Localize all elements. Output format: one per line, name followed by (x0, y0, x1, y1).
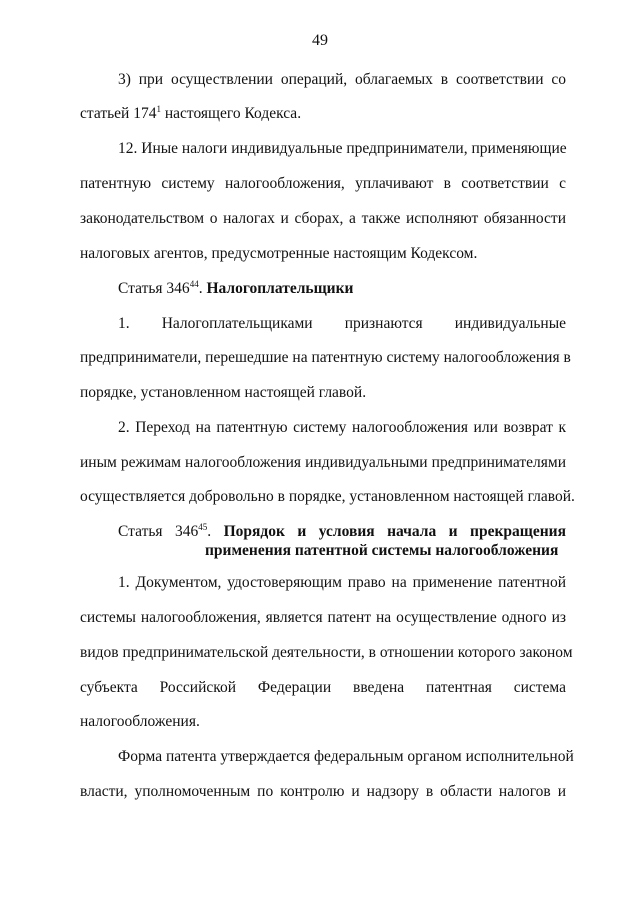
article45-title-line1: Порядок и условия начала и прекращения (223, 523, 566, 540)
article44-sup: 44 (189, 278, 199, 289)
item3-line2-post: настоящего Кодекса. (160, 105, 302, 122)
article45-dot: . (207, 523, 224, 540)
para12-line3: законодательством о налогах и сборах, а также исполняют обязанности (80, 210, 566, 227)
para12-line1: 12. Иные налоги индивидуальные предприниматели, применяющие (118, 140, 567, 157)
article44-heading (118, 279, 566, 299)
page-number: 49 (312, 32, 328, 49)
article45-title-line2: применения патентной системы налогообложения (205, 542, 559, 559)
form-para-line1: Форма патента утверждается федеральным органом исполнительной (118, 748, 574, 765)
form-para-line2: власти, уполномоченным по контролю и надзору в области налогов и (80, 783, 566, 800)
item3-line2-sup: 1 (156, 103, 161, 114)
item3-line1: 3) при осуществлении операций, облагаемых в соответствии со (118, 71, 566, 88)
article44-title: Налогоплательщики (206, 280, 354, 297)
a45p1-line4: субъекта Российской Федерации введена патентная система (80, 679, 566, 696)
a44p1-line2: предприниматели, перешедшие на патентную систему налогообложения в (80, 349, 571, 366)
article44-dot: . (198, 280, 207, 297)
item3-line2-pre: статьей 174 (80, 105, 157, 122)
a45p1-line2: системы налогообложения, является патент на осуществление одного из (80, 609, 566, 626)
a44p2-line1: 2. Переход на патентную систему налогообложения или возврат к (118, 419, 566, 436)
item3-line2 (80, 104, 566, 124)
article45-prefix: Статья 346 (118, 523, 199, 540)
a44p2-line3: осуществляется добровольно в порядке, установленном настоящей главой. (80, 488, 575, 505)
article44-prefix: Статья 346 (118, 280, 190, 297)
a45p1-line5: налогообложения. (80, 713, 200, 730)
para12-line2: патентную систему налогообложения, уплачивают в соответствии с (80, 175, 566, 192)
article45-heading (118, 522, 566, 542)
a44p1-line3: порядке, установленном настоящей главой. (80, 384, 367, 401)
a44p2-line2: иным режимам налогообложения индивидуальными предпринимателями (80, 454, 566, 471)
para12-line4: налоговых агентов, предусмотренные настоящим Кодексом. (80, 245, 478, 262)
article45-sup: 45 (198, 521, 208, 532)
a44p1-line1: 1. Налогоплательщиками признаются индивидуальные (118, 315, 566, 332)
a45p1-line1: 1. Документом, удостоверяющим право на применение патентной (118, 574, 566, 591)
a45p1-line3: видов предпринимательской деятельности, в отношении которого законом (80, 644, 573, 661)
